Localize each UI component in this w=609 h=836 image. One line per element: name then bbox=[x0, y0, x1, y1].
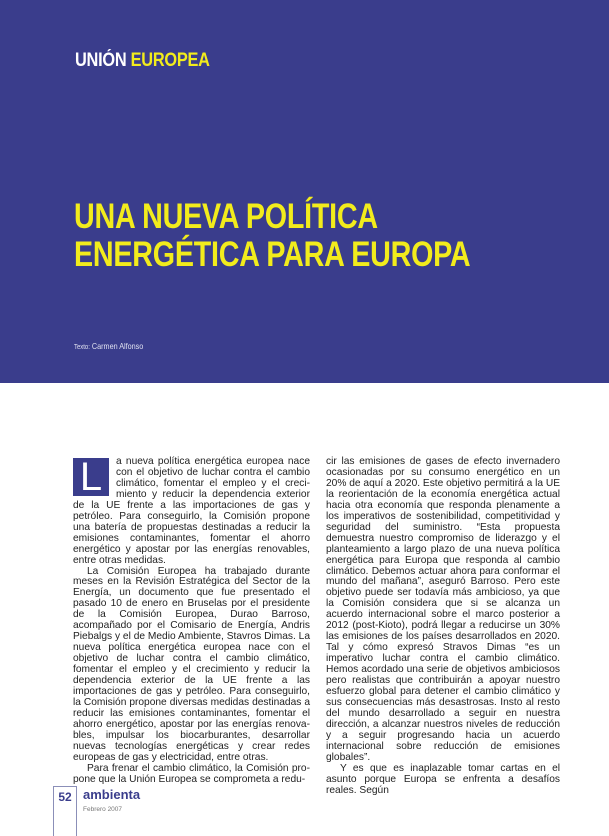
section-label bbox=[75, 50, 210, 72]
title-line-2: ENERGÉTICA PARA EUROPA bbox=[74, 235, 471, 274]
article-title bbox=[74, 198, 470, 274]
issue-date: Febrero 2007 bbox=[83, 806, 123, 813]
paragraph: Y es que es inaplazable tomar cartas en el asunto porque Europa se enfrenta a desafíos reales. Según bbox=[326, 762, 560, 796]
article-column-left bbox=[73, 457, 310, 786]
article-column-right bbox=[326, 457, 560, 797]
drop-cap: L bbox=[73, 458, 109, 496]
title-line-1: UNA NUEVA POLÍTICA bbox=[74, 197, 378, 236]
byline bbox=[74, 341, 143, 351]
magazine-name: ambienta bbox=[83, 787, 141, 802]
byline-author: Carmen Alfonso bbox=[91, 341, 144, 351]
paragraph: cir las emisiones de gases de efecto invernadero ocasionadas por su consumo energético en un 20% de aquí a 2020. Este objetivo permitirá a la UE la reorientación de la economía energética actual hacia otra economía que responda plenamente a los imperativos de sostenibilidad, competitividad y seguridad del suministro. “Esta propuesta demuestra nuestro compromiso de liderazgo y el planteamiento a largo plazo de una nueva política energética para Europa que responda al cambio climático. Debemos actuar ahora para conformar el mundo del mañana”, aseguró Barroso. Pero este objetivo puede ser todavía más ambicioso, ya que la Comisión considera que si se alcanza un acuerdo internacional sobre el marco posterior a 2012 (post-Kioto), podrá llegar a reducirse un 30% las emisiones de los países desarrollados en 2020. Tal y cómo expresó Stravos Dimas “es un imperativo luchar contra el cambio climático. Hemos acordado una serie de objetivos ambiciosos pero realistas que contribuirán a apoyar nuestro esfuerzo global para detener el cambio climático y sus consecuencias más desastrosas. Insto al resto del mundo desarrollado a seguir en nuestra dirección, a alcanzar nuestros niveles de reducción y a seguir progresando hacia un acuerdo internacional sobre reducción de emisiones globales”. bbox=[326, 456, 560, 763]
paragraph bbox=[73, 457, 310, 567]
section-word-2: EUROPEA bbox=[130, 50, 210, 71]
page-number: 52 bbox=[53, 786, 77, 836]
paragraph-text: a nueva política energética europea nace con el objetivo de luchar contra el cambio climático, fomentar el empleo y el crecimiento y reducir la dependencia exterior de la UE frente a las importaciones de gas y petróleo. Para conseguirlo, la Comisión propone una batería de propuestas destinadas a reducir la emisiones contaminantes, fomentar el ahorro energético y apostar por las energías renovables, entre otras medidas. bbox=[73, 456, 310, 566]
byline-label: Texto: bbox=[74, 344, 90, 351]
paragraph: La Comisión Europea ha trabajado durante meses en la Revisión Estratégica del Sector de la Energía, un documento que fue presentado el pasado 10 de enero en Bruselas por el presidente de la Comisión Europea, Durao Barroso, acompañado por el Comisario de Energía, Andris Piebalgs y el de Medio Ambiente, Stavros Dimas. La nueva política energética europea nace con el objetivo de luchar contra el cambio climático, fomentar el empleo y el crecimiento y reducir la dependencia exterior de la UE frente a las importaciones de gas y petróleo. Para conseguirlo, la Comisión propone diversas medidas destinadas a reducir las emisiones contaminantes, fomentar el ahorro energético, apostar por las energías renovables, impulsar los biocarburantes, desarrollar nuevas tecnologías energéticas y crear redes europeas de gas y electricidad, entre otras. bbox=[73, 565, 310, 763]
paragraph: Para frenar el cambio climático, la Comisión propone que la Unión Europea se comprometa a redu- bbox=[73, 762, 310, 785]
section-word-1: UNIÓN bbox=[75, 50, 127, 71]
